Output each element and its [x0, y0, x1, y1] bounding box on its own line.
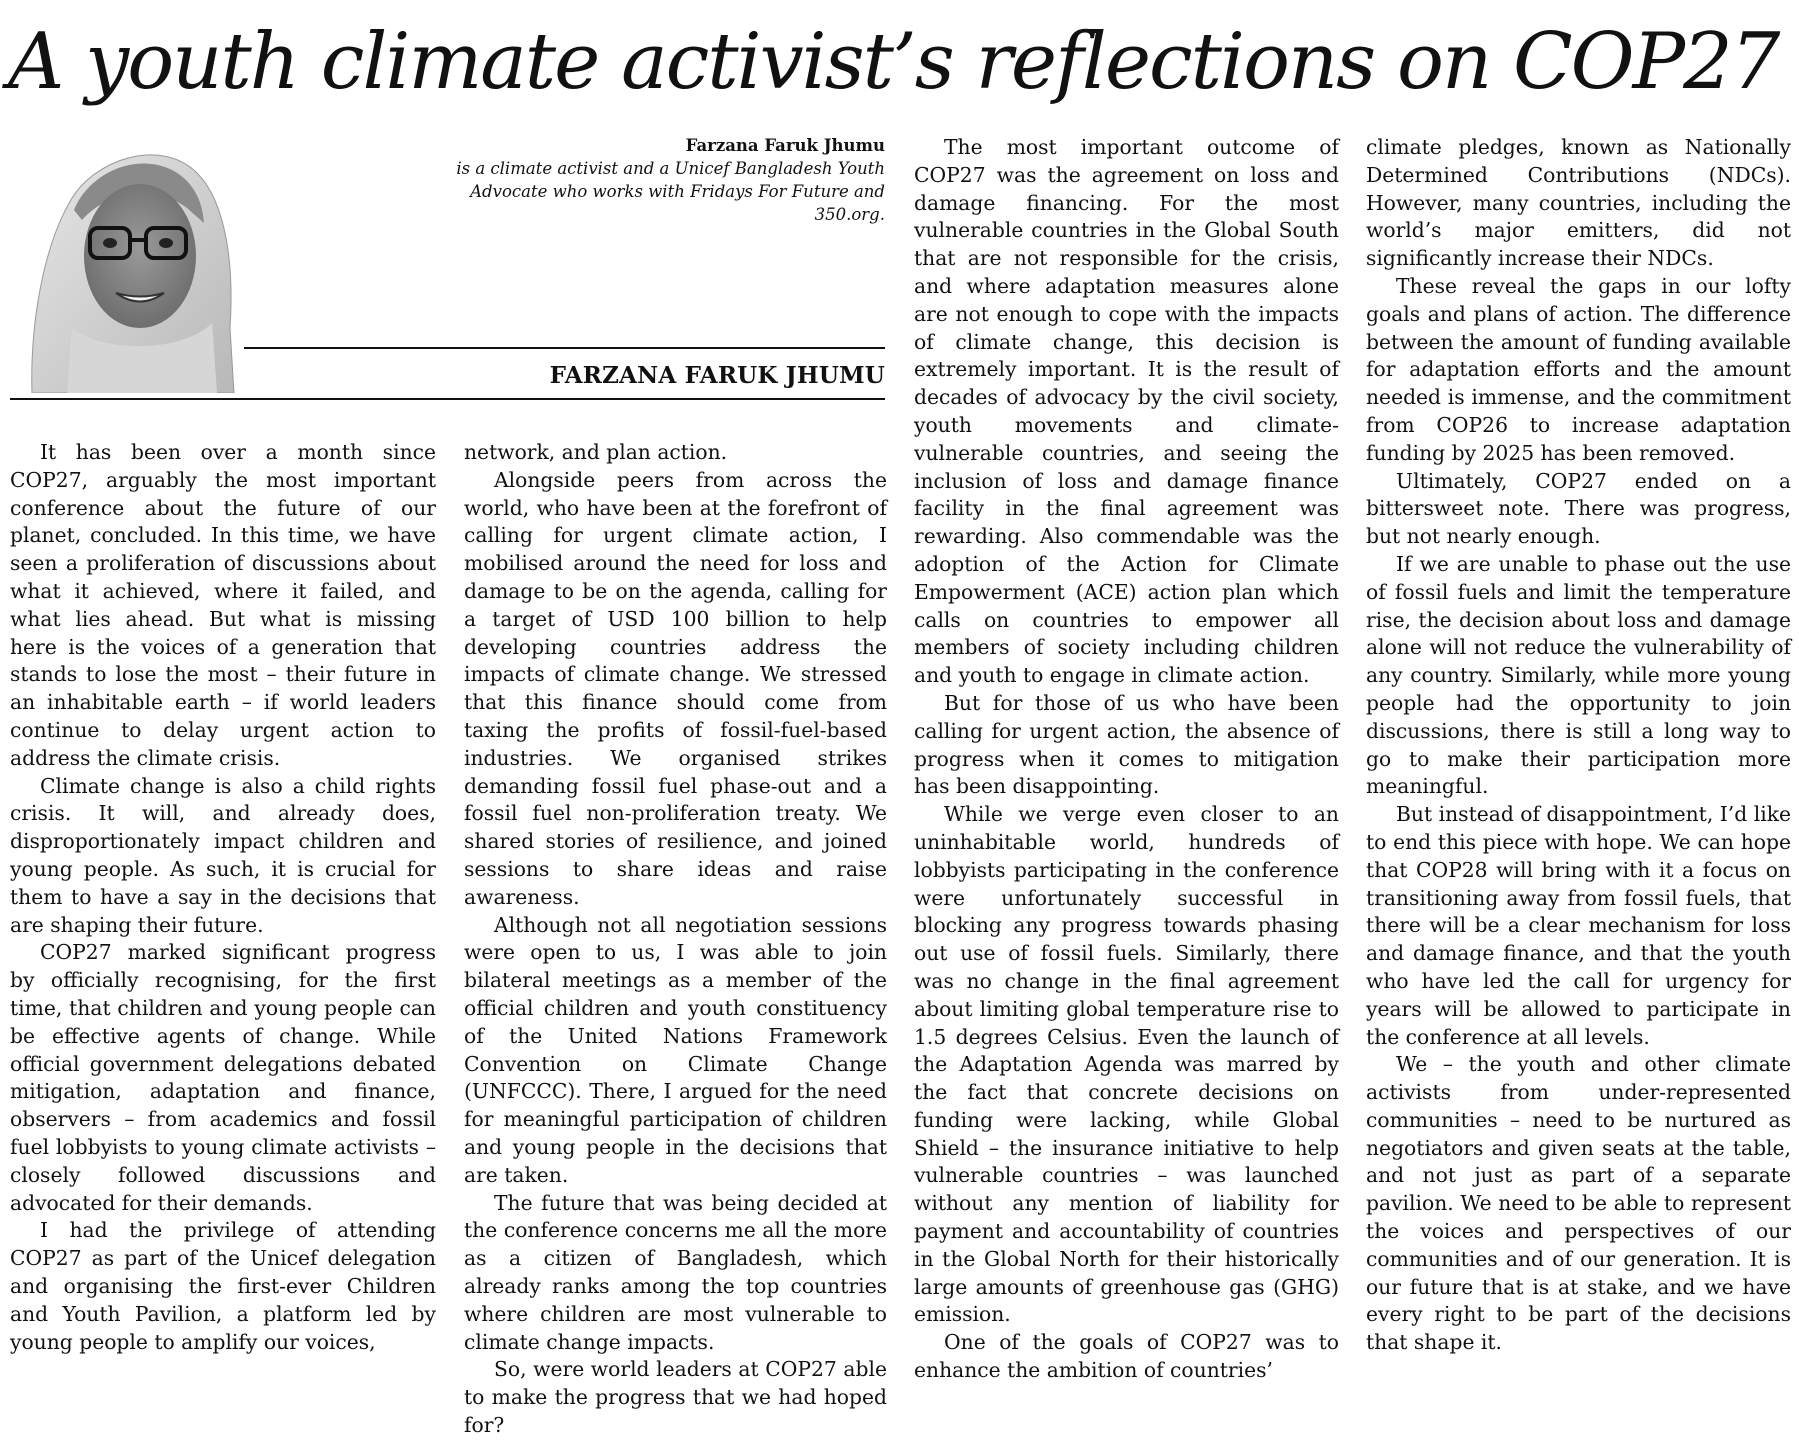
headline: A youth climate activist’s reflections on COP27	[8, 17, 1779, 107]
paragraph: The most important outcome of COP27 was the agreement on loss and damage financing. For the most vulnerable countries in the Global South that are not responsible for the crisis, and where adaptation measures alone are not enough to cope with the impacts of climate change, this decision is extremely important. It is the result of decades of advocacy by the civil society, youth movements and climate-vulnerable countries, and seeing the inclusion of loss and damage finance facility in the final agreement was rewarding. Also commendable was the adoption of the Action for Climate Empowerment (ACE) action plan which calls on countries to empower all members of society including children and youth to engage in climate action.	[914, 135, 1339, 688]
paragraph: The future that was being decided at the conference concerns me all the more as a citizen of Bangladesh, which already ranks among the top countries where children are most vulnerable to climate change impacts.	[464, 1190, 887, 1354]
paragraph: Alongside peers from across the world, who have been at the forefront of calling for urgent climate action, I mobilised around the need for loss and damage to be on the agenda, calling for a target of USD 100 billion to help developing countries address the impacts of climate change. We stressed that this finance should come from taxing the profits of fossil-fuel-based industries. We organised strikes demanding fossil fuel phase-out and a fossil fuel non-proliferation treaty. We shared stories of resilience, and joined sessions to share ideas and raise awareness.	[464, 467, 887, 909]
paragraph: These reveal the gaps in our lofty goals and plans of action. The difference between the amount of funding available for adaptation efforts and the amount needed is immense, and the commitment from COP26 to increase adaptation funding by 2025 has been removed.	[1366, 273, 1791, 465]
author-bio	[400, 134, 885, 226]
paragraph: COP27 marked significant progress by officially recognising, for the first time, that children and young people can be effective agents of change. While official government delegations debated mitigation, adaptation and finance, observers – from academics and fossil fuel lobbyists to young climate activists – closely followed discussions and advocated for their demands.	[10, 940, 436, 1215]
paragraph: While we verge even closer to an uninhabitable world, hundreds of lobbyists participating in the conference were unfortunately successful in blocking any progress towards phasing out use of fossil fuels. Similarly, there was no change in the final agreement about limiting global temperature rise to 1.5 degrees Celsius. Even the launch of the Adaptation Agenda was marred by the fact that concrete decisions on funding were lacking, while Global Shield – the insurance initiative to help vulnerable countries – was launched without any mention of liability for payment and accountability of countries in the Global North for their historically large amounts of greenhouse gas (GHG) emission.	[914, 802, 1339, 1327]
paragraph: But for those of us who have been calling for urgent action, the absence of progress when it comes to mitigation has been disappointing.	[914, 690, 1339, 799]
article-column-1	[10, 439, 436, 1356]
paragraph: If we are unable to phase out the use of fossil fuels and limit the temperature rise, the decision about loss and damage alone will not reduce the vulnerability of any country. Similarly, while more young people had the opportunity to join discussions, there is still a long way to go to make their participation more meaningful.	[1366, 551, 1791, 799]
paragraph: It has been over a month since COP27, arguably the most important conference about the future of our planet, concluded. In this time, we have seen a proliferation of discussions about what it achieved, where it failed, and what lies ahead. But what is missing here is the voices of a generation that stands to lose the most – their future in an inhabitable earth – if world leaders continue to delay urgent action to address the climate crisis.	[10, 440, 436, 770]
paragraph: Ultimately, COP27 ended on a bittersweet note. There was progress, but not nearly enough.	[1366, 468, 1791, 549]
paragraph: Climate change is also a child rights crisis. It will, and already does, disproportionately impact children and young people. As such, it is crucial for them to have a say in the decisions that are shaping their future.	[10, 773, 436, 937]
paragraph-continued: network, and plan action.	[464, 440, 728, 464]
paragraph: I had the privilege of attending COP27 as part of the Unicef delegation and organising the first-ever Children and Youth Pavilion, a platform led by young people to amplify our voices,	[10, 1218, 436, 1354]
author-bio-name: Farzana Faruk Jhumu	[685, 136, 885, 155]
article-column-2	[464, 439, 887, 1440]
paragraph-continued: climate pledges, known as Nationally Determined Contributions (NDCs). However, many countries, including the world’s major emitters, did not significantly increase their NDCs.	[1366, 135, 1791, 271]
author-bio-description: is a climate activist and a Unicef Bangladesh Youth Advocate who works with Fridays For Future and 350.org.	[456, 159, 885, 224]
article-column-4	[1366, 134, 1791, 1357]
paragraph: We – the youth and other climate activists from under-represented communities – need to be nurtured as negotiators and given seats at the table, and not just as part of a separate pavilion. We need to be able to represent the voices and perspectives of our communities and of our generation. It is our future that is at stake, and we have every right to be part of the decisions that shape it.	[1366, 1052, 1791, 1355]
paragraph: One of the goals of COP27 was to enhance the ambition of countries’	[914, 1330, 1339, 1383]
byline: FARZANA FARUK JHUMU	[549, 362, 885, 389]
author-portrait	[12, 128, 242, 393]
article-column-3	[914, 134, 1339, 1385]
byline-bottom-rule	[10, 398, 885, 400]
paragraph: Although not all negotiation sessions were open to us, I was able to join bilateral meetings as a member of the official children and youth constituency of the United Nations Framework Convention on Climate Change (UNFCCC). There, I argued for the need for meaningful participation of children and young people in the decisions that are taken.	[464, 912, 887, 1187]
paragraph: But instead of disappointment, I’d like to end this piece with hope. We can hope that COP28 will bring with it a focus on transitioning away from fossil fuels, that there will be a clear mechanism for loss and damage finance, and that the youth who have led the call for urgency for years will be allowed to participate in the conference at all levels.	[1366, 802, 1791, 1049]
paragraph: So, were world leaders at COP27 able to make the progress that we had hoped for?	[464, 1357, 887, 1437]
byline-top-rule	[244, 347, 885, 349]
